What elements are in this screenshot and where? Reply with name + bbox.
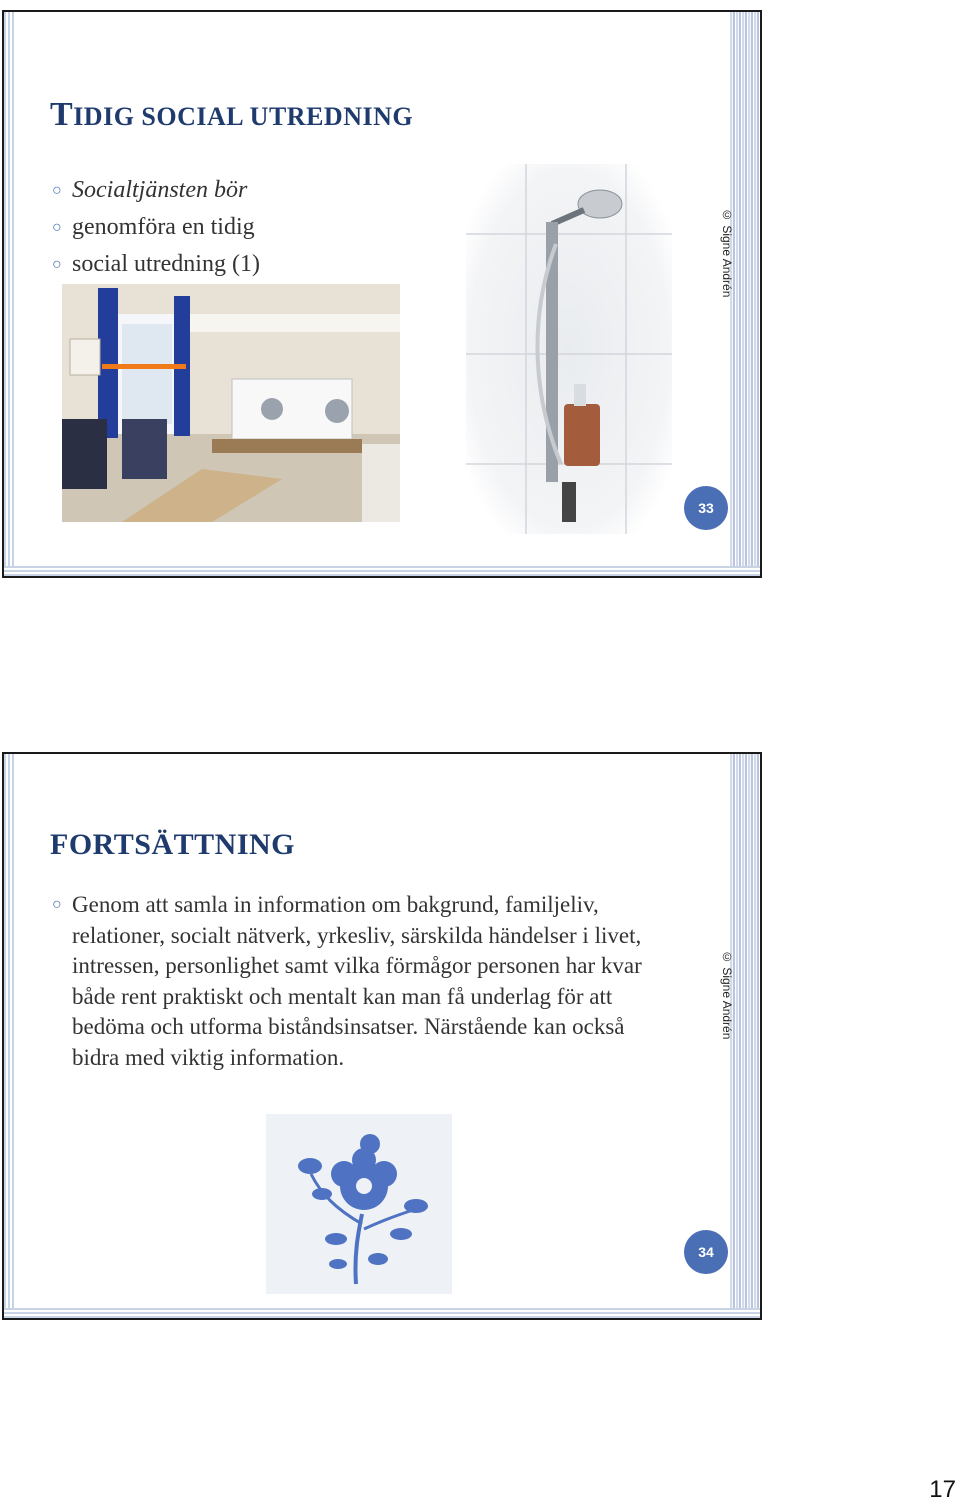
slide-number-badge: 33 [684,486,728,530]
bullet-icon: ○ [52,182,62,199]
slide-border-right [730,12,760,576]
slide-number-badge: 34 [684,1230,728,1274]
list-item [50,246,260,283]
slide-border-right [730,754,760,1318]
bullet-icon: ○ [52,896,62,913]
slide-34 [2,752,762,1320]
shower-photo [466,164,672,534]
laundry-room-photo [62,284,400,522]
slide-title [50,96,413,134]
bullet-text: Socialtjänsten bör [72,177,248,203]
slide-title-initial: T [50,96,74,133]
list-item [50,890,650,1073]
slide-border-bottom [4,566,760,576]
copyright-notice: © Signe Andrén [720,950,734,1040]
slide-title: FORTSÄTTNING [50,828,295,861]
slide-border-left [4,754,14,1318]
slide-border-bottom [4,1308,760,1318]
floral-illustration [266,1114,452,1294]
list-item [50,209,260,246]
bullet-icon: ○ [52,219,62,236]
copyright-notice: © Signe Andrén [720,208,734,298]
slide-border-left [4,12,14,576]
bullet-text: Genom att samla in information om bakgrund, familjeliv, relationer, socialt nätverk, yrkesliv, särskilda händelser i livet, intressen, personlighet samt vilka förmågor personen har kvar både rent praktiskt och mentalt kan man få underlag för att bedöma och utforma biståndsinsatser. Närstående kan också bidra med viktig information. [72,892,642,1070]
bullet-text: genomföra en tidig [72,214,255,240]
list-item [50,172,260,209]
bullet-text: social utredning (1) [72,251,260,277]
bullet-list [50,890,650,1073]
bullet-list [50,172,260,283]
slide-33 [2,10,762,578]
page-number: 17 [929,1476,956,1503]
slide-title-rest: IDIG SOCIAL UTREDNING [73,102,414,131]
bullet-icon: ○ [52,256,62,273]
